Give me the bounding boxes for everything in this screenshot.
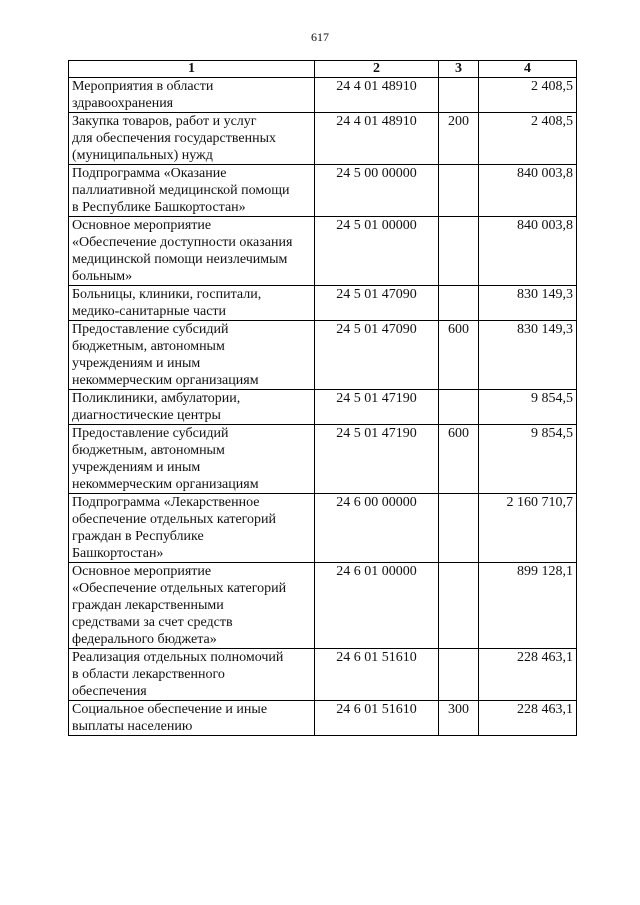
table-row	[69, 425, 577, 494]
table-body	[69, 78, 577, 736]
table-row	[69, 649, 577, 701]
row-name-line: граждан в Республике	[72, 529, 204, 544]
row-code-cell: 24 5 01 00000	[315, 217, 439, 286]
row-name-line: в области лекарственного	[72, 667, 225, 682]
row-name-line: паллиативной медицинской помощи	[72, 183, 290, 198]
row-code-cell: 24 6 01 51610	[315, 701, 439, 736]
row-name-line: Социальное обеспечение и иные	[72, 702, 268, 717]
row-code-cell: 24 5 01 47090	[315, 286, 439, 321]
row-name-cell	[69, 649, 315, 701]
row-name-line: Подпрограмма «Оказание	[72, 166, 227, 181]
row-sum-cell: 899 128,1	[479, 563, 577, 649]
column-header-name: 1	[69, 61, 315, 78]
row-type-cell: 300	[439, 701, 479, 736]
row-name-line: Мероприятия в области	[72, 79, 214, 94]
row-type-cell	[439, 563, 479, 649]
row-sum-cell: 830 149,3	[479, 321, 577, 390]
row-type-cell	[439, 165, 479, 217]
row-name-cell	[69, 390, 315, 425]
row-name-line: «Обеспечение отдельных категорий	[72, 581, 287, 596]
row-name-line: здравоохранения	[72, 96, 174, 111]
row-code-cell: 24 6 01 00000	[315, 563, 439, 649]
row-name-line: (муниципальных) нужд	[72, 148, 213, 163]
row-code-cell: 24 6 00 00000	[315, 494, 439, 563]
row-name-line: учреждениям и иным	[72, 356, 201, 371]
row-name-cell	[69, 165, 315, 217]
row-type-cell	[439, 286, 479, 321]
row-type-cell	[439, 78, 479, 113]
row-name-line: Основное мероприятие	[72, 218, 212, 233]
row-sum-cell: 9 854,5	[479, 390, 577, 425]
row-name-line: «Обеспечение доступности оказания	[72, 235, 293, 250]
row-name-line: обеспечения	[72, 684, 147, 699]
row-code-cell: 24 4 01 48910	[315, 113, 439, 165]
row-name-cell	[69, 494, 315, 563]
row-name-line: Подпрограмма «Лекарственное	[72, 495, 260, 510]
row-name-cell	[69, 563, 315, 649]
table-row	[69, 390, 577, 425]
row-type-cell	[439, 217, 479, 286]
row-name-line: бюджетным, автономным	[72, 443, 225, 458]
row-name-cell	[69, 425, 315, 494]
row-sum-cell: 840 003,8	[479, 165, 577, 217]
table-row	[69, 321, 577, 390]
row-name-line: медицинской помощи неизлечимым	[72, 252, 288, 267]
row-name-cell	[69, 321, 315, 390]
table-row	[69, 563, 577, 649]
row-name-cell	[69, 701, 315, 736]
row-sum-cell: 840 003,8	[479, 217, 577, 286]
table-row	[69, 494, 577, 563]
row-sum-cell: 228 463,1	[479, 649, 577, 701]
row-sum-cell: 2 408,5	[479, 113, 577, 165]
table-row	[69, 165, 577, 217]
row-sum-cell: 2 160 710,7	[479, 494, 577, 563]
row-name-cell	[69, 217, 315, 286]
row-name-line: обеспечение отдельных категорий	[72, 512, 277, 527]
row-name-cell	[69, 78, 315, 113]
page-number: 617	[311, 30, 329, 44]
row-name-line: Поликлиники, амбулатории,	[72, 391, 241, 406]
row-code-cell: 24 6 01 51610	[315, 649, 439, 701]
row-sum-cell: 830 149,3	[479, 286, 577, 321]
row-name-line: для обеспечения государственных	[72, 131, 276, 146]
row-sum-cell: 2 408,5	[479, 78, 577, 113]
row-code-cell: 24 5 01 47190	[315, 425, 439, 494]
row-name-line: Предоставление субсидий	[72, 426, 229, 441]
table-header-row	[69, 61, 577, 78]
row-name-line: Реализация отдельных полномочий	[72, 650, 284, 665]
row-code-cell: 24 5 01 47090	[315, 321, 439, 390]
row-name-line: учреждениям и иным	[72, 460, 201, 475]
table-row	[69, 78, 577, 113]
budget-table	[68, 60, 577, 736]
row-type-cell	[439, 390, 479, 425]
row-name-line: Основное мероприятие	[72, 564, 212, 579]
row-type-cell: 600	[439, 425, 479, 494]
row-name-line: некоммерческим организациям	[72, 477, 259, 492]
row-type-cell	[439, 494, 479, 563]
row-sum-cell: 228 463,1	[479, 701, 577, 736]
row-type-cell	[439, 649, 479, 701]
row-name-line: бюджетным, автономным	[72, 339, 225, 354]
row-name-cell	[69, 113, 315, 165]
table-row	[69, 286, 577, 321]
row-name-line: федерального бюджета»	[72, 632, 217, 647]
table-row	[69, 217, 577, 286]
row-name-line: Закупка товаров, работ и услуг	[72, 114, 257, 129]
table-row	[69, 701, 577, 736]
column-header-code: 2	[315, 61, 439, 78]
row-name-line: Предоставление субсидий	[72, 322, 229, 337]
row-name-cell	[69, 286, 315, 321]
column-header-type: 3	[439, 61, 479, 78]
row-name-line: больным»	[72, 269, 133, 284]
row-type-cell: 200	[439, 113, 479, 165]
column-header-sum: 4	[479, 61, 577, 78]
row-sum-cell: 9 854,5	[479, 425, 577, 494]
table-row	[69, 113, 577, 165]
row-code-cell: 24 5 01 47190	[315, 390, 439, 425]
row-code-cell: 24 5 00 00000	[315, 165, 439, 217]
row-code-cell: 24 4 01 48910	[315, 78, 439, 113]
row-name-line: выплаты населению	[72, 719, 193, 734]
row-type-cell: 600	[439, 321, 479, 390]
row-name-line: некоммерческим организациям	[72, 373, 259, 388]
row-name-line: диагностические центры	[72, 408, 221, 423]
row-name-line: средствами за счет средств	[72, 615, 233, 630]
row-name-line: в Республике Башкортостан»	[72, 200, 246, 215]
row-name-line: Башкортостан»	[72, 546, 164, 561]
row-name-line: граждан лекарственными	[72, 598, 224, 613]
row-name-line: медико-санитарные части	[72, 304, 227, 319]
row-name-line: Больницы, клиники, госпитали,	[72, 287, 262, 302]
